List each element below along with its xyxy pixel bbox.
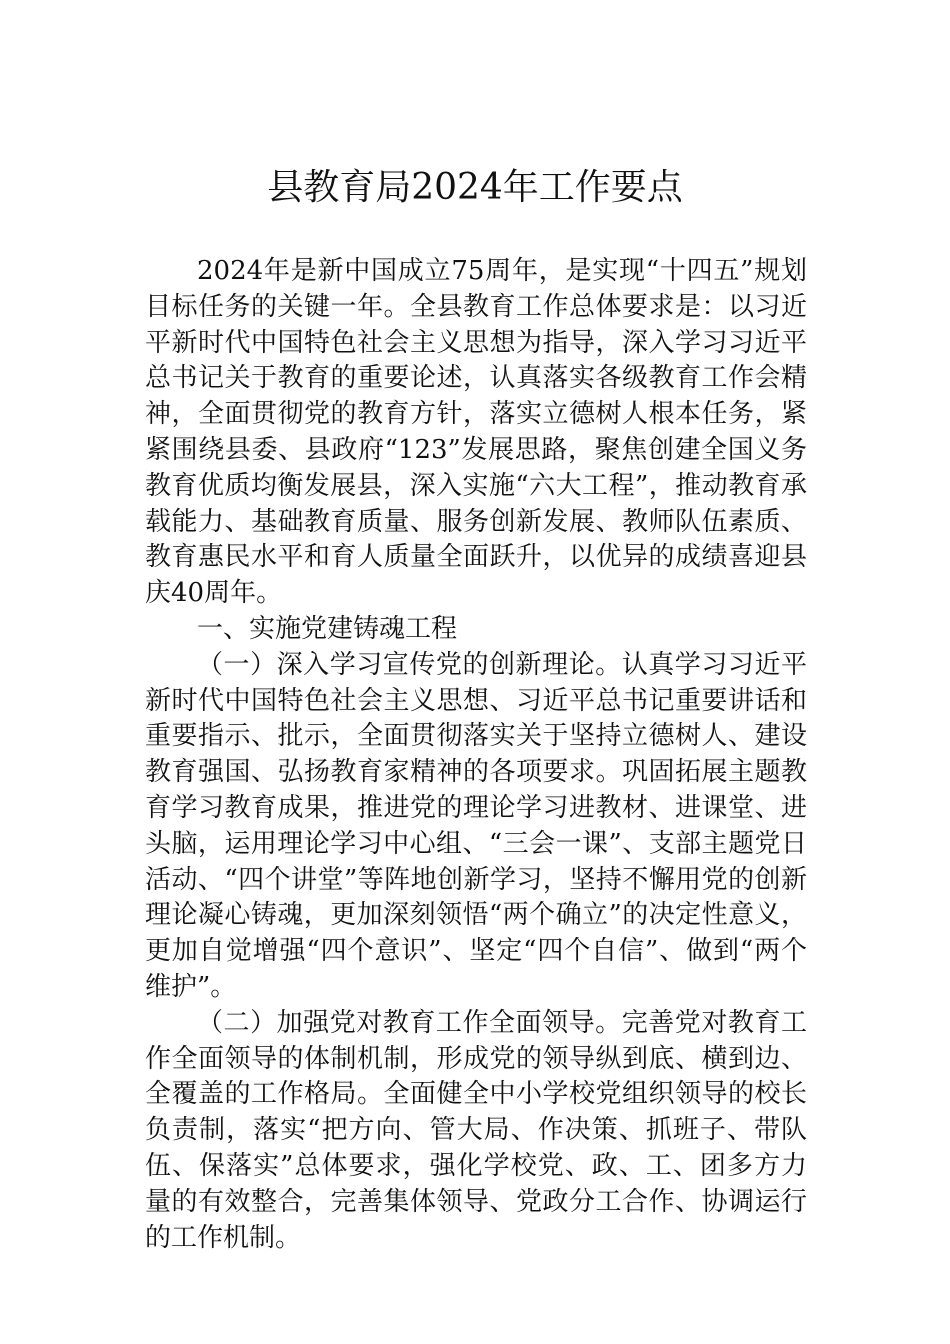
intro-paragraph: 2024年是新中国成立75周年，是实现“十四五”规划目标任务的关键一年。全县教育工作总体要求是：以习近平新时代中国特色社会主义思想为指导，深入学习习近平总书记关于教育的重要论述，认真落实各级教育工作会精神，全面贯彻党的教育方针，落实立德树人根本任务，紧紧围绕县委、县政府“123”发展思路，聚焦创建全国义务教育优质均衡发展县，深入实施“六大工程”，推动教育承载能力、基础教育质量、服务创新发展、教师队伍素质、教育惠民水平和育人质量全面跃升，以优异的成绩喜迎县庆40周年。 <box>145 256 807 609</box>
document-body <box>145 254 807 1256</box>
item-lead-2: （二）加强党对教育工作全面领导。 <box>197 1007 622 1038</box>
item-paragraph-1 <box>145 648 807 1006</box>
item-text-1: 认真学习习近平新时代中国特色社会主义思想、习近平总书记重要讲话和重要指示、批示，全面贯彻落实关于坚持立德树人、建设教育强国、弘扬教育家精神的各项要求。巩固拓展主题教育学习教育成果，推进党的理论学习进教材、进课堂、进头脑，运用理论学习中心组、“三会一课”、支部主题党日活动、“四个讲堂”等阵地创新学习，坚持不懈用党的创新理论凝心铸魂，更加深刻领悟“两个确立”的决定性意义，更加自觉增强“四个意识”、坚定“四个自信”、做到“两个维护”。 <box>145 649 807 1002</box>
section-heading: 一、实施党建铸魂工程 <box>197 613 458 644</box>
document-title: 县教育局2024年工作要点 <box>267 167 683 208</box>
item-lead-1: （一）深入学习宣传党的创新理论。 <box>197 649 622 680</box>
item-paragraph-2 <box>145 1006 807 1257</box>
item-text-2: 完善党对教育工作全面领导的体制机制，形成党的领导纵到底、横到边、全覆盖的工作格局。全面健全中小学校党组织领导的校长负责制，落实“把方向、管大局、作决策、抓班子、带队伍、保落实”总体要求，强化学校党、政、工、团多方力量的有效整合，完善集体领导、党政分工合作、协调运行的工作机制。 <box>145 1007 807 1253</box>
